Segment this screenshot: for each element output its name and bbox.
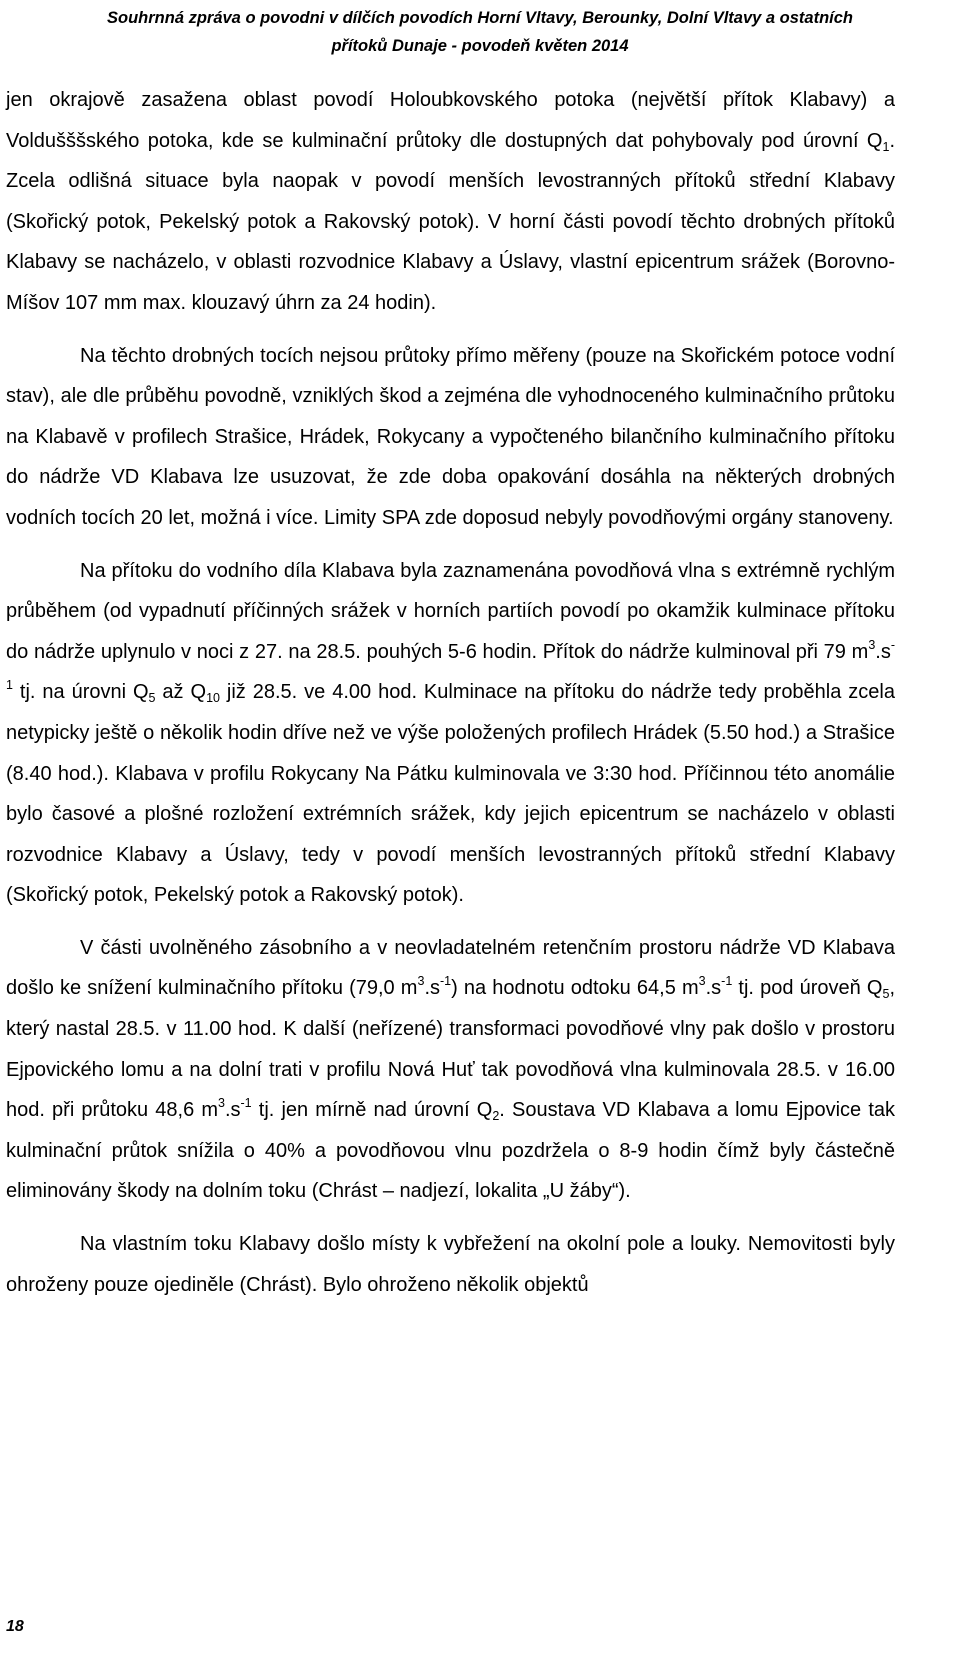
paragraph-3 bbox=[6, 551, 895, 916]
paragraph-1 bbox=[6, 80, 895, 324]
superscript: -1 bbox=[440, 974, 452, 989]
subscript: 5 bbox=[882, 987, 890, 1002]
text: .s bbox=[424, 977, 440, 1000]
text: .s bbox=[224, 1099, 241, 1122]
text: Na přítoku do vodního díla Klabava byla zaznamenána povodňová vlna s extrémně rychlým průběhem (od vypadnutí příčinných srážek v horních partiích povodí po okamžik kulminace přítoku do nádrže uplynulo v noci z 27. na 28.5. pouhých 5-6 hodin. Přítok do nádrže kulminoval při 79 m bbox=[6, 559, 895, 663]
header-line-2: přítoků Dunaje - povodeň květen 2014 bbox=[331, 37, 629, 55]
paragraph-2 bbox=[6, 336, 895, 539]
text: .s bbox=[705, 977, 722, 1000]
text: tj. pod úroveň Q bbox=[732, 977, 883, 1000]
document-body bbox=[6, 80, 895, 1305]
text: , který nastal 28.5. v 11.00 hod. K další (neřízené) transformaci povodňové vlny pak došlo v prostoru Ejpovického lomu a na dolní trati v profilu Nová Huť tak povodňová vlna kulminovala 28.5. v 16.00 hod. při průtoku 48,6 m bbox=[6, 977, 895, 1122]
text: .s bbox=[875, 640, 891, 663]
text: V části uvolněného zásobního a v neovladatelném retenčním prostoru nádrže VD Klabava došlo ke snížení kulminačního přítoku (79,0 m bbox=[6, 936, 895, 1000]
page-number: 18 bbox=[6, 1618, 24, 1635]
subscript: 5 bbox=[148, 691, 156, 706]
subscript: 1 bbox=[882, 139, 890, 154]
superscript: 3 bbox=[417, 974, 425, 989]
text: . Zcela odlišná situace byla naopak v povodí menších levostranných přítoků střední Klabavy (Skořický potok, Pekelský potok a Rakovský potok). V horní části povodí těchto drobných přítoků Klabavy se nacházelo, v oblasti rozvodnice Klabavy a Úslavy, vlastní epicentrum srážek (Borovno-Míšov 107 mm max. klouzavý úhrn za 24 hodin). bbox=[6, 129, 895, 314]
superscript: -1 bbox=[240, 1096, 252, 1111]
superscript: 3 bbox=[218, 1096, 225, 1111]
superscript: 3 bbox=[698, 974, 706, 989]
superscript: -1 bbox=[6, 637, 895, 693]
header-line-1: Souhrnná zpráva o povodni v dílčích povodích Horní Vltavy, Berounky, Dolní Vltavy a ostatních bbox=[107, 9, 853, 27]
text: . Soustava VD Klabava a lomu Ejpovice tak kulminační průtok snížila o 40% a povodňovou vlnu pozdržela o 8-9 hodin čímž byly částečně eliminovány škody na dolním toku (Chrást – nadjezí, lokalita „U žáby“). bbox=[6, 1099, 895, 1203]
text: jen okrajově zasažena oblast povodí Holoubkovského potoka (největší přítok Klabavy) a Voldušššského potoka, kde se kulminační průtoky dle dostupných dat pohybovaly pod úrovní Q bbox=[6, 89, 895, 152]
subscript: 2 bbox=[492, 1109, 500, 1124]
running-header bbox=[0, 4, 960, 60]
superscript: 3 bbox=[868, 637, 876, 652]
subscript: 10 bbox=[206, 691, 220, 706]
paragraph-4 bbox=[6, 928, 895, 1212]
superscript: -1 bbox=[721, 974, 733, 989]
text: tj. jen mírně nad úrovní Q bbox=[251, 1099, 493, 1122]
text: Na těchto drobných tocích nejsou průtoky přímo měřeny (pouze na Skořickém potoce vodní stav), ale dle průběhu povodně, vzniklých škod a zejména dle vyhodnoceného kulminačního průtoku na Klabavě v profilech Strašice, Hrádek, Rokycany a vypočteného bilančního kulminačního přítoku do nádrže VD Klabava lze usuzovat, že zde doba opakování dosáhla na některých drobných vodních tocích 20 let, možná i více. Limity SPA zde doposud nebyly povodňovými orgány stanoveny. bbox=[6, 344, 895, 529]
text: Na vlastním toku Klabavy došlo místy k vybřežení na okolní pole a louky. Nemovitosti byly ohroženy pouze ojediněle (Chrást). Bylo ohroženo několik objektů bbox=[6, 1233, 895, 1296]
text: až Q bbox=[155, 681, 207, 704]
text: tj. na úrovni Q bbox=[12, 681, 149, 704]
text: již 28.5. ve 4.00 hod. Kulminace na přítoku do nádrže tedy proběhla zcela netypicky ještě o několik hodin dříve než ve výše položených profilech Hrádek (5.50 hod.) a Strašice (8.40 hod.). Klabava v profilu Rokycany Na Pátku kulminovala ve 3:30 hod. Příčinnou této anomálie bylo časové a plošné rozložení extrémních srážek, kdy jejich epicentrum se nacházelo v oblasti rozvodnice Klabavy a Úslavy, tedy v povodí menších levostranných přítoků střední Klabavy (Skořický potok, Pekelský potok a Rakovský potok). bbox=[6, 681, 895, 907]
text: ) na hodnotu odtoku 64,5 m bbox=[451, 977, 699, 1000]
paragraph-5 bbox=[6, 1224, 895, 1305]
